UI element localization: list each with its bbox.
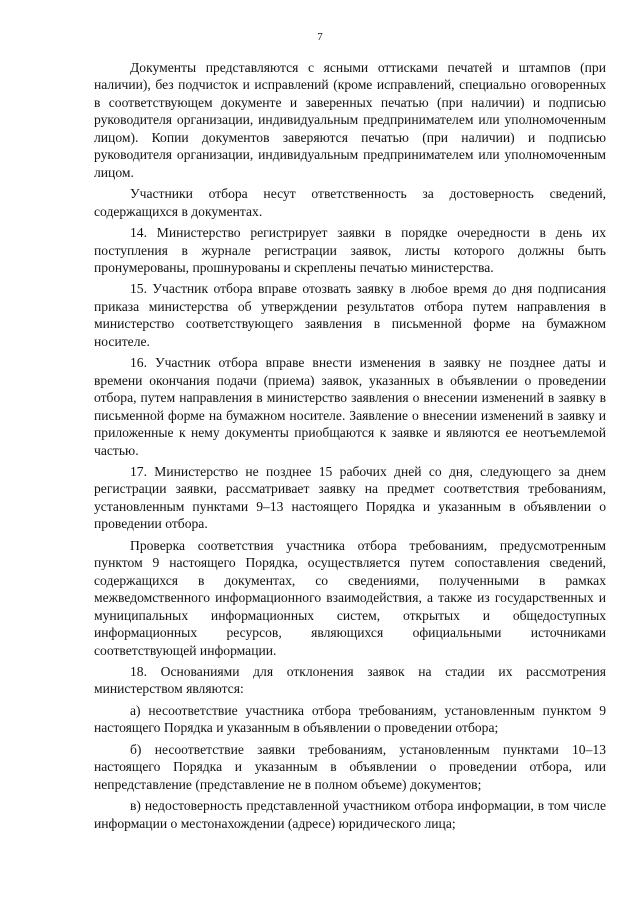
paragraph-item-18: 18. Основаниями для отклонения заявок на стадии их рассмотрения министерством являются: xyxy=(94,663,606,697)
paragraph-verification: Проверка соответствия участника отбора требованиям, предусмотренным пунктом 9 настоящего Порядка, осуществляется путем сопоставления сведений, содержащихся в документах, со сведениями, полученными в рамках межведомственного информационного взаимодействия, а также из государственных и муниципальных информационных систем, открытых и общедоступных информационных ресурсов, являющихся официальными источниками соответствующей информации. xyxy=(94,537,606,658)
paragraph-item-18-b: б) несоответствие заявки требованиям, установленным пунктами 10–13 настоящего Порядка и указанным в объявлении о проведении отбора, или непредставление (представление не в полном объеме) документов; xyxy=(94,741,606,792)
paragraph-documents-requirements: Документы представляются с ясными оттисками печатей и штампов (при наличии), без подчисток и исправлений (кроме исправлений, специально оговоренных в соответствующем документе и заверенных печатью (при наличии) и подписью руководителя организации, индивидуальным предпринимателем или уполномоченным лицом). Копии документов заверяются печатью (при наличии) и подписью руководителя организации, индивидуальным предпринимателем или уполномоченным лицом. xyxy=(94,60,606,180)
paragraph-item-16: 16. Участник отбора вправе внести изменения в заявку не позднее даты и времени окончания подачи (приема) заявок, указанных в объявлении о проведении отбора, путем направления в министерство заявления о внесении изменений в заявку в письменной форме на бумажном носителе. Заявление о внесении изменений в заявку и приложенные к нему документы приобщаются к заявке и являются ее неотъемлемой частью. xyxy=(94,355,606,458)
paragraph-participant-responsibility: Участники отбора несут ответственность за достоверность сведений, содержащихся в документах. xyxy=(94,186,606,219)
paragraph-item-17: 17. Министерство не позднее 15 рабочих дней со дня, следующего за днем регистрации заявки, рассматривает заявку на предмет соответствия требованиям, установленным пунктами 9–13 настоящего Порядка и указанным в объявлении о проведении отбора. xyxy=(94,463,606,532)
paragraph-item-15: 15. Участник отбора вправе отозвать заявку в любое время до дня подписания приказа министерства об утверждении результатов отбора путем направления в министерство соответствующего заявления в письменной форме на бумажном носителе. xyxy=(94,281,606,349)
paragraph-item-14: 14. Министерство регистрирует заявки в порядке очередности в день их поступления в журнале регистрации заявок, листы которого должны быть пронумерованы, прошнурованы и скреплены печатью министерства. xyxy=(94,225,606,275)
paragraph-item-18-a: а) несоответствие участника отбора требованиям, установленным пунктом 9 настоящего Порядка и указанным в объявлении о проведении отбора; xyxy=(94,702,606,736)
paragraph-item-18-v: в) недостоверность представленной участником отбора информации, в том числе информации о местонахождении (адресе) юридического лица; xyxy=(94,798,606,831)
document-body xyxy=(94,59,606,836)
page-number: 7 xyxy=(317,31,323,43)
